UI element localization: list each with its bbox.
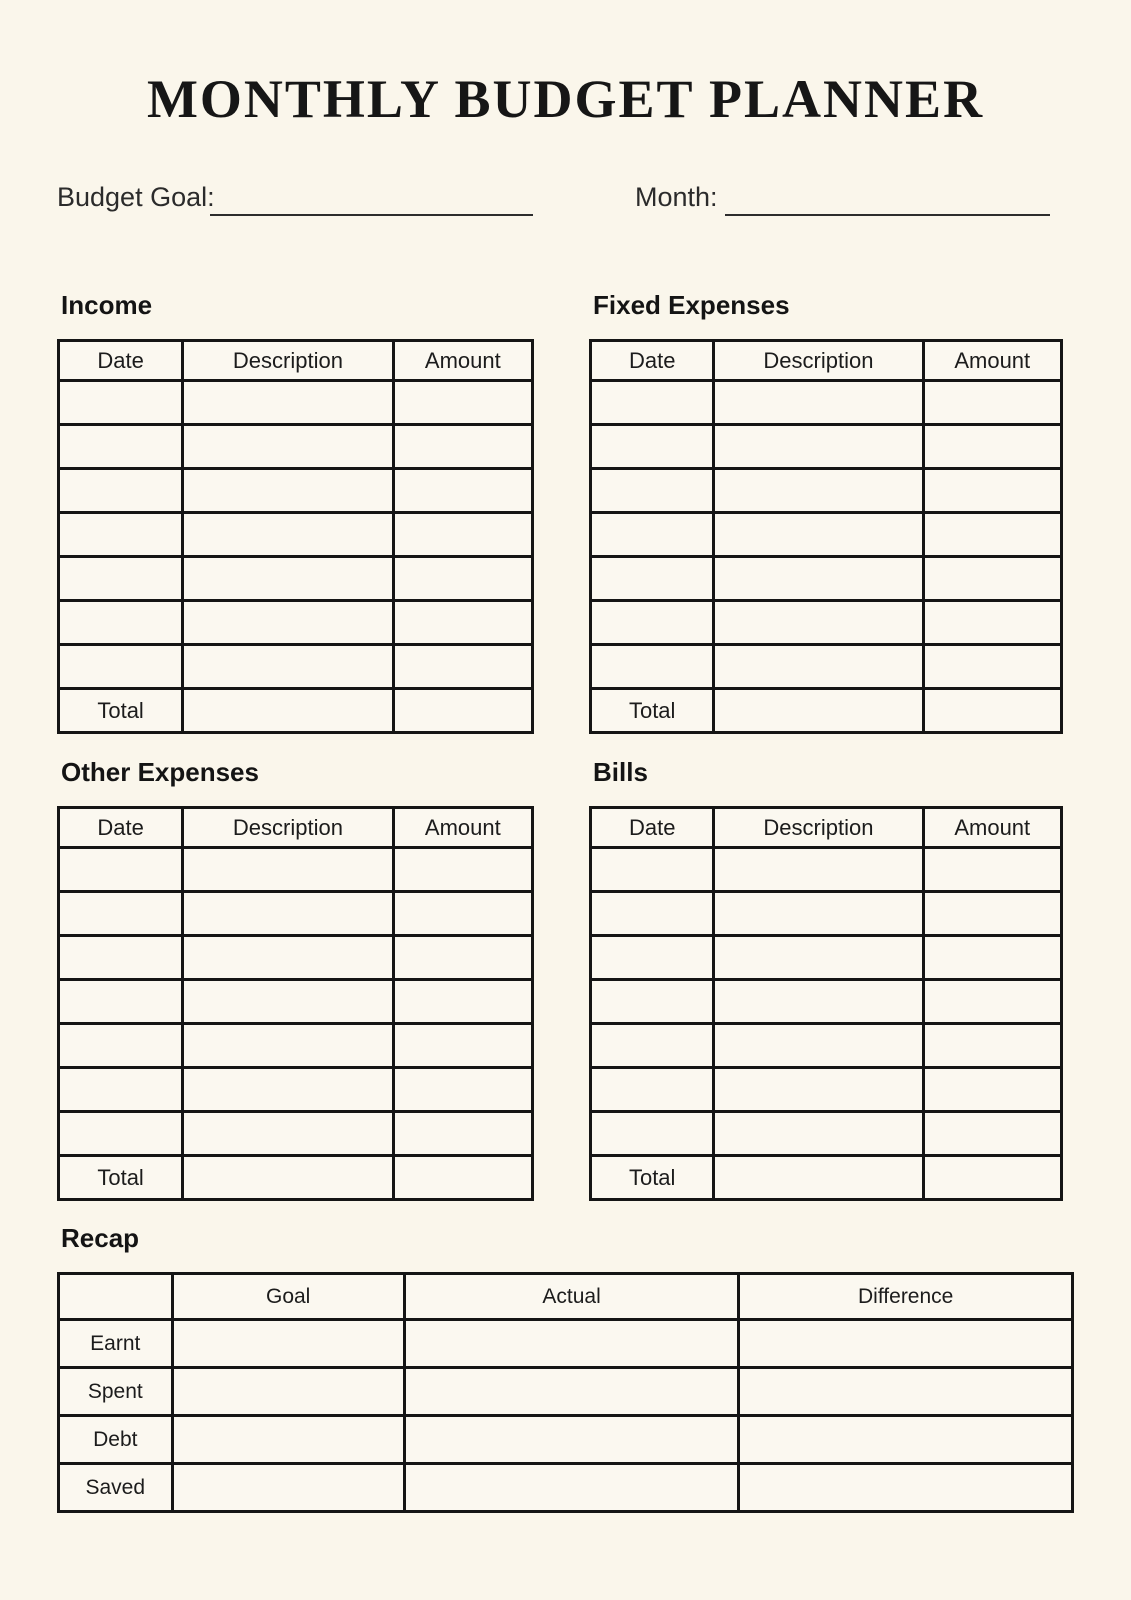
table-header-row [591,808,1062,848]
recap-corner-cell [59,1274,173,1320]
description-cell [183,936,393,980]
actual-cell [404,1320,739,1368]
column-header-amount: Amount [393,341,532,381]
amount-cell [393,469,532,513]
empty-row [59,980,533,1024]
goal-cell [172,1416,404,1464]
empty-row [591,381,1062,425]
column-header-amount: Amount [393,808,532,848]
description-cell [183,980,393,1024]
total-amount-cell [393,689,532,733]
description-cell [714,848,923,892]
amount-cell [923,601,1062,645]
date-cell [59,469,183,513]
amount-cell [393,980,532,1024]
column-header-date: Date [59,808,183,848]
total-label-cell: Total [59,1156,183,1200]
description-cell [183,1024,393,1068]
total-description-cell [714,689,923,733]
empty-row [59,1112,533,1156]
date-cell [59,848,183,892]
empty-row [59,601,533,645]
description-cell [714,1112,923,1156]
date-cell [59,936,183,980]
income-section-title: Income [61,290,153,320]
fixed-expenses-section-title: Fixed Expenses [593,290,790,320]
amount-cell [393,1112,532,1156]
column-header-description: Description [714,341,923,381]
empty-row [59,557,533,601]
actual-cell [404,1368,739,1416]
total-description-cell [714,1156,923,1200]
amount-cell [393,1068,532,1112]
column-header-date: Date [59,341,183,381]
other-expenses-table [57,806,534,1201]
difference-cell [739,1368,1073,1416]
page-title: MONTHLY BUDGET PLANNER [146,69,985,129]
empty-row [59,425,533,469]
empty-row [59,1068,533,1112]
empty-row [591,892,1062,936]
amount-cell [923,892,1062,936]
month-fill-line [725,214,1050,216]
column-header-amount: Amount [923,341,1062,381]
date-cell [591,980,714,1024]
date-cell [591,557,714,601]
fixed-expenses-table [589,339,1063,734]
date-cell [59,601,183,645]
recap-section [57,1223,1074,1513]
recap-row-label: Spent [59,1368,173,1416]
column-header-amount: Amount [923,808,1062,848]
description-cell [183,425,393,469]
date-cell [59,1112,183,1156]
amount-cell [393,601,532,645]
amount-cell [393,557,532,601]
date-cell [59,980,183,1024]
empty-row [591,980,1062,1024]
recap-row-debt [59,1416,1073,1464]
description-cell [714,469,923,513]
date-cell [591,381,714,425]
total-amount-cell [923,689,1062,733]
month-label: Month: [635,182,718,212]
amount-cell [393,645,532,689]
header-fields [57,182,1074,222]
table-header-row [591,341,1062,381]
date-cell [59,557,183,601]
description-cell [714,513,923,557]
amount-cell [923,1024,1062,1068]
description-cell [183,513,393,557]
column-header-description: Description [714,808,923,848]
other-expenses-section-title: Other Expenses [61,757,259,787]
other-expenses-section [57,757,534,1201]
empty-row [59,848,533,892]
column-header-description: Description [183,808,393,848]
description-cell [714,1024,923,1068]
amount-cell [393,936,532,980]
amount-cell [393,892,532,936]
date-cell [591,645,714,689]
amount-cell [923,469,1062,513]
date-cell [59,381,183,425]
description-cell [714,381,923,425]
budget-goal-label: Budget Goal: [57,182,215,212]
empty-row [59,469,533,513]
date-cell [591,425,714,469]
total-amount-cell [923,1156,1062,1200]
difference-cell [739,1416,1073,1464]
empty-row [591,601,1062,645]
recap-row-label: Debt [59,1416,173,1464]
amount-cell [923,645,1062,689]
empty-row [59,936,533,980]
description-cell [714,980,923,1024]
amount-cell [393,848,532,892]
bills-section [589,757,1063,1201]
description-cell [183,848,393,892]
date-cell [591,1024,714,1068]
total-row [59,689,533,733]
date-cell [591,1112,714,1156]
recap-row-label: Saved [59,1464,173,1512]
description-cell [714,936,923,980]
date-cell [591,936,714,980]
description-cell [183,557,393,601]
income-section [57,290,534,734]
amount-cell [923,1068,1062,1112]
recap-column-header-actual: Actual [404,1274,739,1320]
date-cell [59,892,183,936]
date-cell [591,601,714,645]
total-row [591,689,1062,733]
budget-tables-grid [57,290,1074,1201]
amount-cell [923,557,1062,601]
amount-cell [393,1024,532,1068]
bills-section-title: Bills [593,757,648,787]
description-cell [714,425,923,469]
empty-row [591,1024,1062,1068]
empty-row [591,469,1062,513]
income-table [57,339,534,734]
amount-cell [393,513,532,557]
bills-table [589,806,1063,1201]
empty-row [591,557,1062,601]
description-cell [183,892,393,936]
column-header-date: Date [591,808,714,848]
total-label-cell: Total [591,1156,714,1200]
difference-cell [739,1320,1073,1368]
description-cell [183,645,393,689]
amount-cell [923,425,1062,469]
amount-cell [393,425,532,469]
description-cell [714,557,923,601]
total-description-cell [183,689,393,733]
recap-row-label: Earnt [59,1320,173,1368]
date-cell [59,425,183,469]
table-header-row [59,341,533,381]
column-header-date: Date [591,341,714,381]
goal-cell [172,1320,404,1368]
amount-cell [923,381,1062,425]
description-cell [714,601,923,645]
empty-row [591,848,1062,892]
budget-goal-fill-line [210,214,533,216]
empty-row [59,645,533,689]
empty-row [591,936,1062,980]
amount-cell [923,513,1062,557]
description-cell [183,469,393,513]
date-cell [59,1068,183,1112]
date-cell [591,1068,714,1112]
amount-cell [393,381,532,425]
column-header-description: Description [183,341,393,381]
recap-table [57,1272,1074,1513]
goal-cell [172,1464,404,1512]
empty-row [591,513,1062,557]
fixed-expenses-section [589,290,1063,734]
recap-row-spent [59,1368,1073,1416]
description-cell [714,645,923,689]
empty-row [591,1068,1062,1112]
empty-row [59,513,533,557]
total-row [59,1156,533,1200]
description-cell [183,601,393,645]
total-label-cell: Total [59,689,183,733]
actual-cell [404,1464,739,1512]
difference-cell [739,1464,1073,1512]
empty-row [591,425,1062,469]
date-cell [591,848,714,892]
description-cell [183,1068,393,1112]
date-cell [59,645,183,689]
total-description-cell [183,1156,393,1200]
empty-row [591,645,1062,689]
empty-row [59,892,533,936]
empty-row [59,1024,533,1068]
total-label-cell: Total [591,689,714,733]
table-header-row [59,808,533,848]
goal-cell [172,1368,404,1416]
empty-row [591,1112,1062,1156]
recap-row-saved [59,1464,1073,1512]
date-cell [59,513,183,557]
recap-section-title: Recap [61,1223,140,1253]
date-cell [591,892,714,936]
recap-header-row [59,1274,1073,1320]
empty-row [59,381,533,425]
recap-column-header-goal: Goal [172,1274,404,1320]
description-cell [714,1068,923,1112]
amount-cell [923,980,1062,1024]
amount-cell [923,1112,1062,1156]
description-cell [714,892,923,936]
description-cell [183,381,393,425]
recap-column-header-difference: Difference [739,1274,1073,1320]
amount-cell [923,848,1062,892]
recap-row-earnt [59,1320,1073,1368]
actual-cell [404,1416,739,1464]
date-cell [591,513,714,557]
description-cell [183,1112,393,1156]
date-cell [59,1024,183,1068]
total-row [591,1156,1062,1200]
amount-cell [923,936,1062,980]
date-cell [591,469,714,513]
total-amount-cell [393,1156,532,1200]
